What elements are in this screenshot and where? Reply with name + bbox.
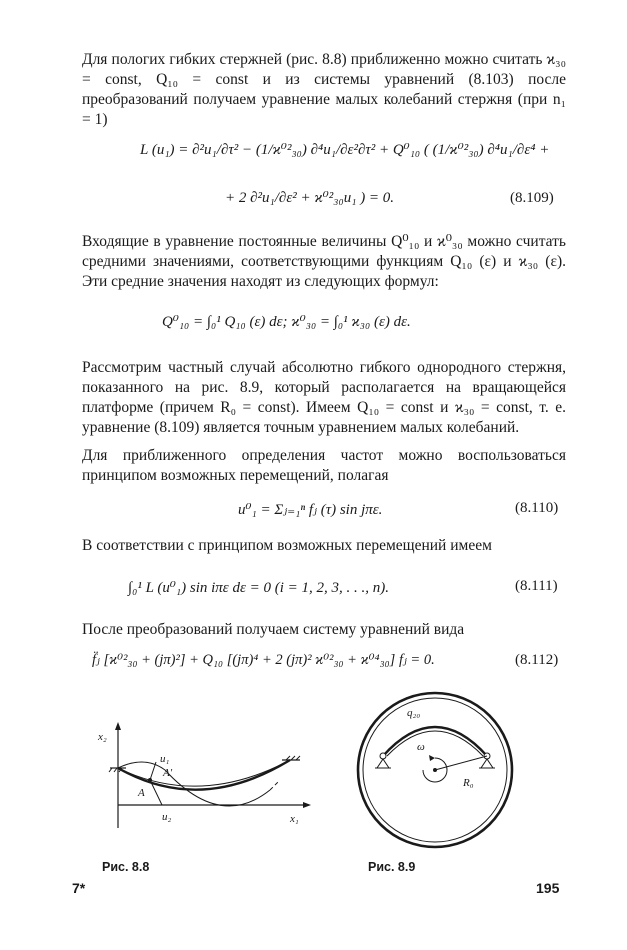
equation-8-109-number: (8.109)	[510, 190, 554, 206]
paragraph-3-text: Рассмотрим частный случай абсолютно гибкого однородного стержня, показанного на рис. 8.9, который располагается на вращающейся платформе (причем R₀ = const). Имеем Q₁₀ = const и ϰ₃₀ = const, т. е. уравнение (8.109) является точным уравнением малых колебаний.	[82, 359, 566, 436]
label-u2: u₂	[162, 811, 172, 823]
figure-8-9	[345, 688, 525, 858]
arch-rod-inner	[387, 731, 483, 756]
rod-deformed	[118, 762, 270, 806]
label-a: A	[138, 787, 145, 799]
paragraph-4	[82, 446, 566, 486]
paragraph-1	[82, 50, 566, 130]
label-r0: R₀	[463, 777, 474, 789]
equation-8-112: f̈ⱼ [ϰ⁰²₃₀ + (jπ)²] + Q₁₀ [(jπ)⁴ + 2 (jπ)² ϰ⁰²₃₀ + ϰ⁰⁴₃₀] fⱼ = 0.	[92, 652, 435, 668]
page-number: 195	[536, 880, 560, 896]
axis-x1-arrow	[303, 802, 311, 808]
right-support	[282, 756, 300, 760]
center-point	[433, 768, 437, 772]
paragraph-1-text: Для пологих гибких стержней (рис. 8.8) приближенно можно считать ϰ₃₀ = const, Q₁₀ = const и из системы уравнений (8.103) после преобразований получаем уравнение малых колебаний стержня (при n₁ = 1)	[82, 51, 566, 128]
label-a-prime: A′	[163, 767, 173, 779]
paragraph-2	[82, 232, 566, 292]
signature-mark: 7*	[72, 880, 86, 896]
equation-8-112-number: (8.112)	[515, 652, 559, 668]
equation-8-109-line2: + 2 ∂²u₁/∂ε² + ϰ⁰²₃₀u₁ ) = 0.	[225, 190, 395, 206]
paragraph-5	[82, 536, 566, 556]
equation-mean-values: Q⁰₁₀ = ∫₀¹ Q₁₀ (ε) dε; ϰ⁰₃₀ = ∫₀¹ ϰ₃₀ (ε) dε.	[162, 314, 411, 330]
paragraph-6	[82, 620, 566, 640]
paragraph-6-text: После преобразований получаем систему уравнений вида	[82, 621, 465, 638]
paragraph-3	[82, 358, 566, 438]
axis-x2-arrow	[115, 722, 121, 730]
label-omega: ω	[417, 741, 425, 753]
label-x1: x₁	[290, 813, 299, 825]
paragraph-2-text: Входящие в уравнение постоянные величины Q⁰₁₀ и ϰ⁰₃₀ можно считать средними значениями, соответствующими функциям Q₁₀ (ε) и ϰ₃₀ (ε). Эти средние значения находят из следующих формул:	[82, 233, 567, 290]
vector-u1	[150, 762, 156, 780]
label-x2: x₂	[98, 731, 107, 743]
paragraph-4-text: Для приближенного определения частот можно воспользоваться принципом возможных перемещений, полагая	[82, 447, 566, 484]
rotation-arrow-head	[429, 755, 435, 761]
arch-right-support	[479, 753, 495, 768]
equation-8-110-number: (8.110)	[515, 500, 559, 516]
figure-8-8-caption: Рис. 8.8	[102, 860, 150, 874]
equation-8-110: u⁰₁ = Σⱼ₌₁ⁿ fⱼ (τ) sin jπε.	[238, 502, 383, 518]
label-q20: q₂₀	[407, 707, 421, 719]
arch-left-support	[375, 753, 391, 768]
figure-8-9-caption: Рис. 8.9	[368, 860, 416, 874]
rod-initial	[118, 760, 290, 790]
figure-8-8	[90, 720, 315, 835]
equation-8-109-line1: L (u₁) = ∂²u₁/∂τ² − (1/ϰ⁰²₃₀) ∂⁴u₁/∂ε²∂τ² + Q⁰₁₀ ( (1/ϰ⁰²₃₀) ∂⁴u₁/∂ε⁴ +	[140, 142, 550, 158]
equation-8-111-number: (8.111)	[515, 578, 558, 594]
equation-8-111: ∫₀¹ L (u⁰₁) sin iπε dε = 0 (i = 1, 2, 3, . . ., n).	[128, 580, 390, 596]
rod-deformed-dashed	[270, 782, 278, 790]
label-u1: u₁	[160, 753, 170, 765]
paragraph-5-text: В соответствии с принципом возможных перемещений имеем	[82, 537, 492, 554]
